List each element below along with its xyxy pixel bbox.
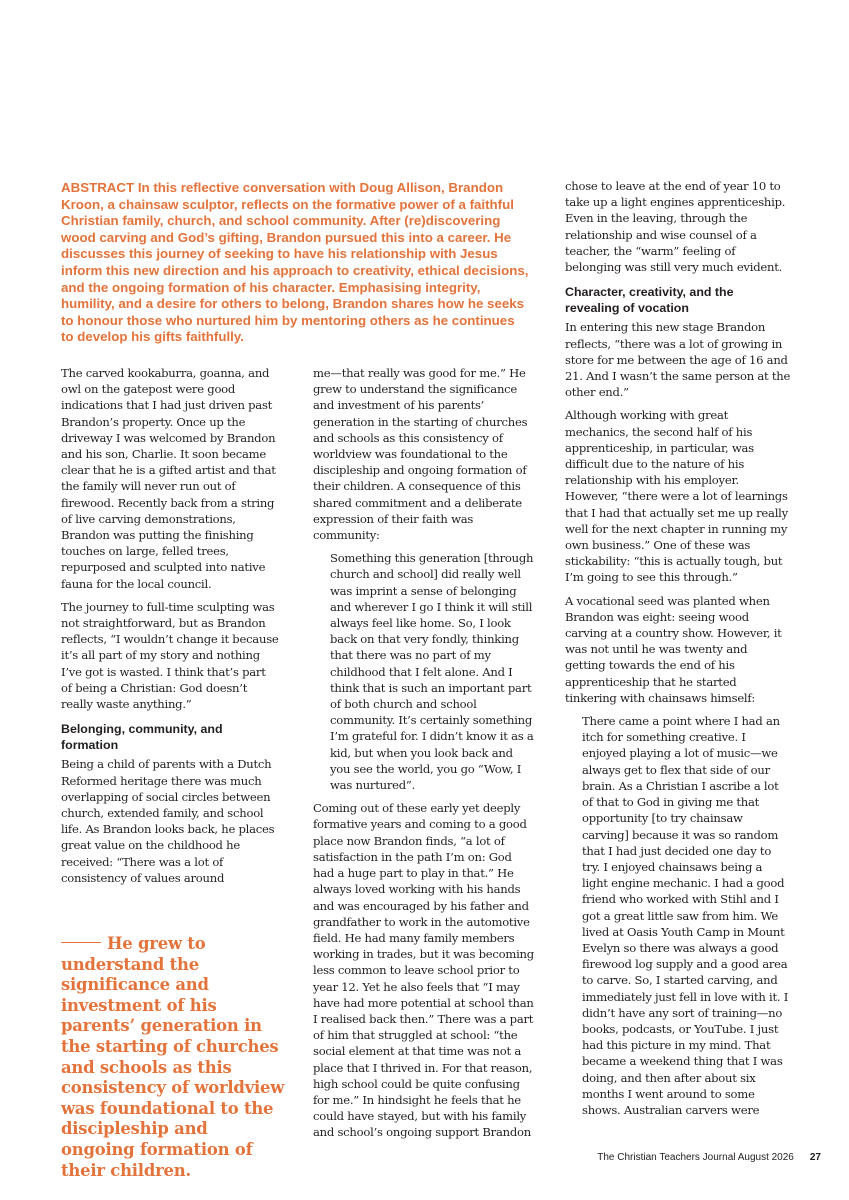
paragraph: me—that really was good for me.” He grew to understand the significance and investment of his parents’ generation in the starting of churches and schools as this consistency of worldview was foundational to the discipleship and ongoing formation of their children. A consequence of this shared commitment and a deliberate expression of their faith was community: (313, 366, 528, 543)
page-footer (597, 1152, 821, 1163)
pull-quote-rule (61, 942, 101, 944)
paragraph: In entering this new stage Brandon reflects, “there was a lot of growing in store for me between the age of 16 and 21. And I wasn’t the same person at the other end.” (565, 320, 791, 400)
paragraph: Coming out of these early yet deeply formative years and coming to a good place now Brandon finds, “a lot of satisfaction in the path I’m on: God had a huge part to play in that.” He always loved working with his hands and was encouraged by his father and grandfather to work in the automotive field. He had many family members working in trades, but it was becoming less common to leave school prior to year 12. Yet he also feels that “I may have had more potential at school than I realised back then.” There was a part of him that struggled at school: “the social element at that time was not a place that I thrived in. For that reason, high school could be quite confusing for me.” In hindsight he feels that he could have stayed, but with his family and school’s ongoing support Brandon (313, 801, 534, 1140)
section-heading-belonging: Belonging, community, and formation (61, 722, 223, 752)
paragraph: The journey to full-time sculpting was not straightforward, but as Brandon reflects, “I wouldn’t change it because it’s all part of my story and nothing I’ve got is wasted. I think that’s part of being a Christian: God doesn’t really waste anything.” (61, 599, 279, 712)
paragraph: Although working with great mechanics, the second half of his apprenticeship, in particular, was difficult due to the nature of his relationship with his employer. However, “there were a lot of learnings that I had that actually set me up really well for the next chapter in running my own business.” One of these was stickability: “this is actually tough, but I’m going to see this through.” (565, 408, 788, 585)
page-number: 27 (809, 1152, 821, 1163)
journal-name: The Christian Teachers Journal August 2026 (597, 1152, 794, 1163)
abstract-text: In this reflective conversation with Doug Allison, Brandon Kroon, a chainsaw sculptor, reflects on the formative power of a faithful Christian family, church, and school community. After (re)discovering wood carving and God’s gifting, Brandon pursued this into a career. He discusses this journey of seeking to have his relationship with Jesus inform this new direction and his approach to creativity, ethical decisions, and the ongoing formation of his character. Emphasising integrity, humility, and a desire for others to belong, Brandon shares how he seeks to honour those who nurtured him by mentoring others as he continues to develop his gifts faithfully. (61, 180, 529, 345)
paragraph: The carved kookaburra, goanna, and owl on the gatepost were good indications that I had just driven past Brandon’s property. Once up the driveway I was welcomed by Brandon and his son, Charlie. It soon became clear that he is a gifted artist and that the family will never run out of firewood. Recently back from a string of live carving demonstrations, Brandon was putting the finishing touches on large, felled trees, repurposed and sculpted into native fauna for the local council. (61, 366, 276, 591)
pull-quote (61, 934, 285, 1181)
block-quote: There came a point where I had an itch for something creative. I enjoyed playing a lot of music—we always get to flex that side of our brain. As a Christian I ascribe a lot of that to God in giving me that opportunity [to try chainsaw carving] because it was so random that I had just decided one day to try. I enjoyed chainsaws being a light engine mechanic. I had a good friend who worked with Stihl and I got a great little saw from him. We lived at Oasis Youth Camp in Mount Evelyn so there was always a good firewood log supply and a good area to carve. So, I started carving, and immediately just fell in love with it. I didn’t have any sort of training—no books, podcasts, or YouTube. I just had this picture in my mind. That became a weekend thing that I was doing, and then after about six months I went around to some shows. Australian carvers were (582, 714, 789, 1117)
block-quote: Something this generation [through church and school] did really well was imprint a sense of belonging and wherever I go I think it will still always feel like home. So, I look back on that very fondly, thinking that there was no part of my childhood that I felt alone. And I think that is such an important part of both church and school community. It’s certainly something I’m grateful for. I didn’t know it as a kid, but when you look back and you see the world, you go “Wow, I was nurtured”. (330, 551, 534, 793)
column-1 (61, 365, 279, 893)
section-heading-character: Character, creativity, and the revealing of vocation (565, 285, 734, 315)
column-2 (313, 365, 535, 1148)
paragraph: chose to leave at the end of year 10 to take up a light engines apprenticeship. Even in the leaving, through the relationship and wise counsel of a teacher, the “warm” feeling of belonging was still very much evident. (565, 179, 786, 275)
abstract (61, 180, 529, 346)
abstract-label: ABSTRACT (61, 180, 135, 195)
pull-quote-text: He grew to understand the significance and investment of his parents’ generation in the starting of churches and schools as this consistency of worldview was foundational to the discipleship and ongoing formation of their children. (61, 934, 285, 1180)
column-3 (565, 178, 791, 1125)
paragraph: A vocational seed was planted when Brandon was eight: seeing wood carving at a country show. However, it was not until he was twenty and getting towards the end of his apprenticeship that he started tinkering with chainsaws himself: (565, 593, 782, 705)
paragraph: Being a child of parents with a Dutch Reformed heritage there was much overlapping of social circles between church, extended family, and school life. As Brandon looks back, he places great value on the childhood he received: “There was a lot of consistency of values around (61, 757, 275, 885)
